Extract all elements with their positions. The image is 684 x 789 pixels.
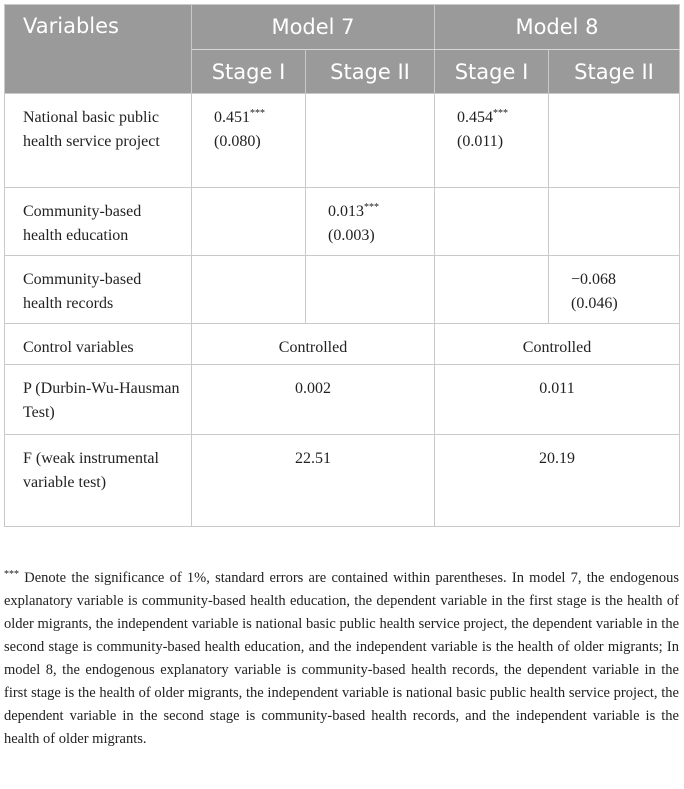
row-label: Community-based health records bbox=[5, 256, 192, 324]
model-8-header: Model 8 bbox=[435, 5, 680, 50]
model-7-stage-1-cell bbox=[192, 94, 306, 188]
model-7-header: Model 7 bbox=[192, 5, 435, 50]
model-7-stage-2-cell bbox=[306, 256, 435, 324]
table-footnote bbox=[4, 567, 679, 751]
row-label: P (Durbin-Wu-Hausman Test) bbox=[5, 365, 192, 435]
table-row bbox=[5, 256, 680, 324]
model-7-stage-1-header: Stage I bbox=[192, 50, 306, 94]
model-7-value: Controlled bbox=[192, 324, 435, 365]
header-row-models bbox=[5, 5, 680, 50]
table-row bbox=[5, 324, 680, 365]
model-8-stage-1-header: Stage I bbox=[435, 50, 549, 94]
table-row bbox=[5, 188, 680, 256]
coefficient: 0.451*** bbox=[214, 108, 265, 126]
model-7-value: 22.51 bbox=[192, 435, 435, 527]
model-8-stage-1-cell bbox=[435, 188, 549, 256]
table-row bbox=[5, 94, 680, 188]
variables-header: Variables bbox=[5, 5, 192, 94]
standard-error: (0.046) bbox=[571, 295, 618, 312]
footnote-text: Denote the significance of 1%, standard errors are contained within parentheses. In model 7, the endogenous explanatory variable is community-based health education, the dependent variable in the first stage is the health of older migrants, the independent variable is national basic public health service project, the dependent variable in the second stage is community-based health education, and the independent variable is the health of older migrants; In model 8, the endogenous explanatory variable is community-based health records, the dependent variable in the first stage is the health of older migrants, the independent variable is national basic public health service project, the dependent variable in the second stage is community-based health records, and the independent variable is the health of older migrants. bbox=[4, 570, 680, 747]
standard-error: (0.080) bbox=[214, 133, 261, 150]
row-label: Control variables bbox=[5, 324, 192, 365]
coefficient: 0.454*** bbox=[457, 108, 508, 126]
footnote-marker: *** bbox=[4, 569, 19, 580]
row-label: National basic public health service project bbox=[5, 94, 192, 188]
standard-error: (0.003) bbox=[328, 227, 375, 244]
row-label: Community-based health education bbox=[5, 188, 192, 256]
model-8-value: Controlled bbox=[435, 324, 680, 365]
model-8-stage-2-header: Stage II bbox=[549, 50, 680, 94]
model-7-value: 0.002 bbox=[192, 365, 435, 435]
model-7-stage-1-cell bbox=[192, 256, 306, 324]
coefficient: 0.013*** bbox=[328, 202, 379, 220]
row-label: F (weak instrumental variable test) bbox=[5, 435, 192, 527]
significance-marker: *** bbox=[364, 202, 379, 213]
model-7-stage-2-cell bbox=[306, 188, 435, 256]
model-8-value: 0.011 bbox=[435, 365, 680, 435]
table-row bbox=[5, 435, 680, 527]
coefficient: −0.068 bbox=[571, 271, 617, 288]
significance-marker: *** bbox=[493, 108, 508, 119]
model-8-stage-1-cell bbox=[435, 256, 549, 324]
model-7-stage-2-header: Stage II bbox=[306, 50, 435, 94]
standard-error: (0.011) bbox=[457, 133, 504, 150]
model-8-stage-2-cell bbox=[549, 256, 680, 324]
model-7-stage-1-cell bbox=[192, 188, 306, 256]
model-8-value: 20.19 bbox=[435, 435, 680, 527]
regression-results-table bbox=[4, 4, 680, 527]
model-8-stage-2-cell bbox=[549, 94, 680, 188]
model-7-stage-2-cell bbox=[306, 94, 435, 188]
significance-marker: *** bbox=[250, 108, 265, 119]
model-8-stage-2-cell bbox=[549, 188, 680, 256]
model-8-stage-1-cell bbox=[435, 94, 549, 188]
table-row bbox=[5, 365, 680, 435]
